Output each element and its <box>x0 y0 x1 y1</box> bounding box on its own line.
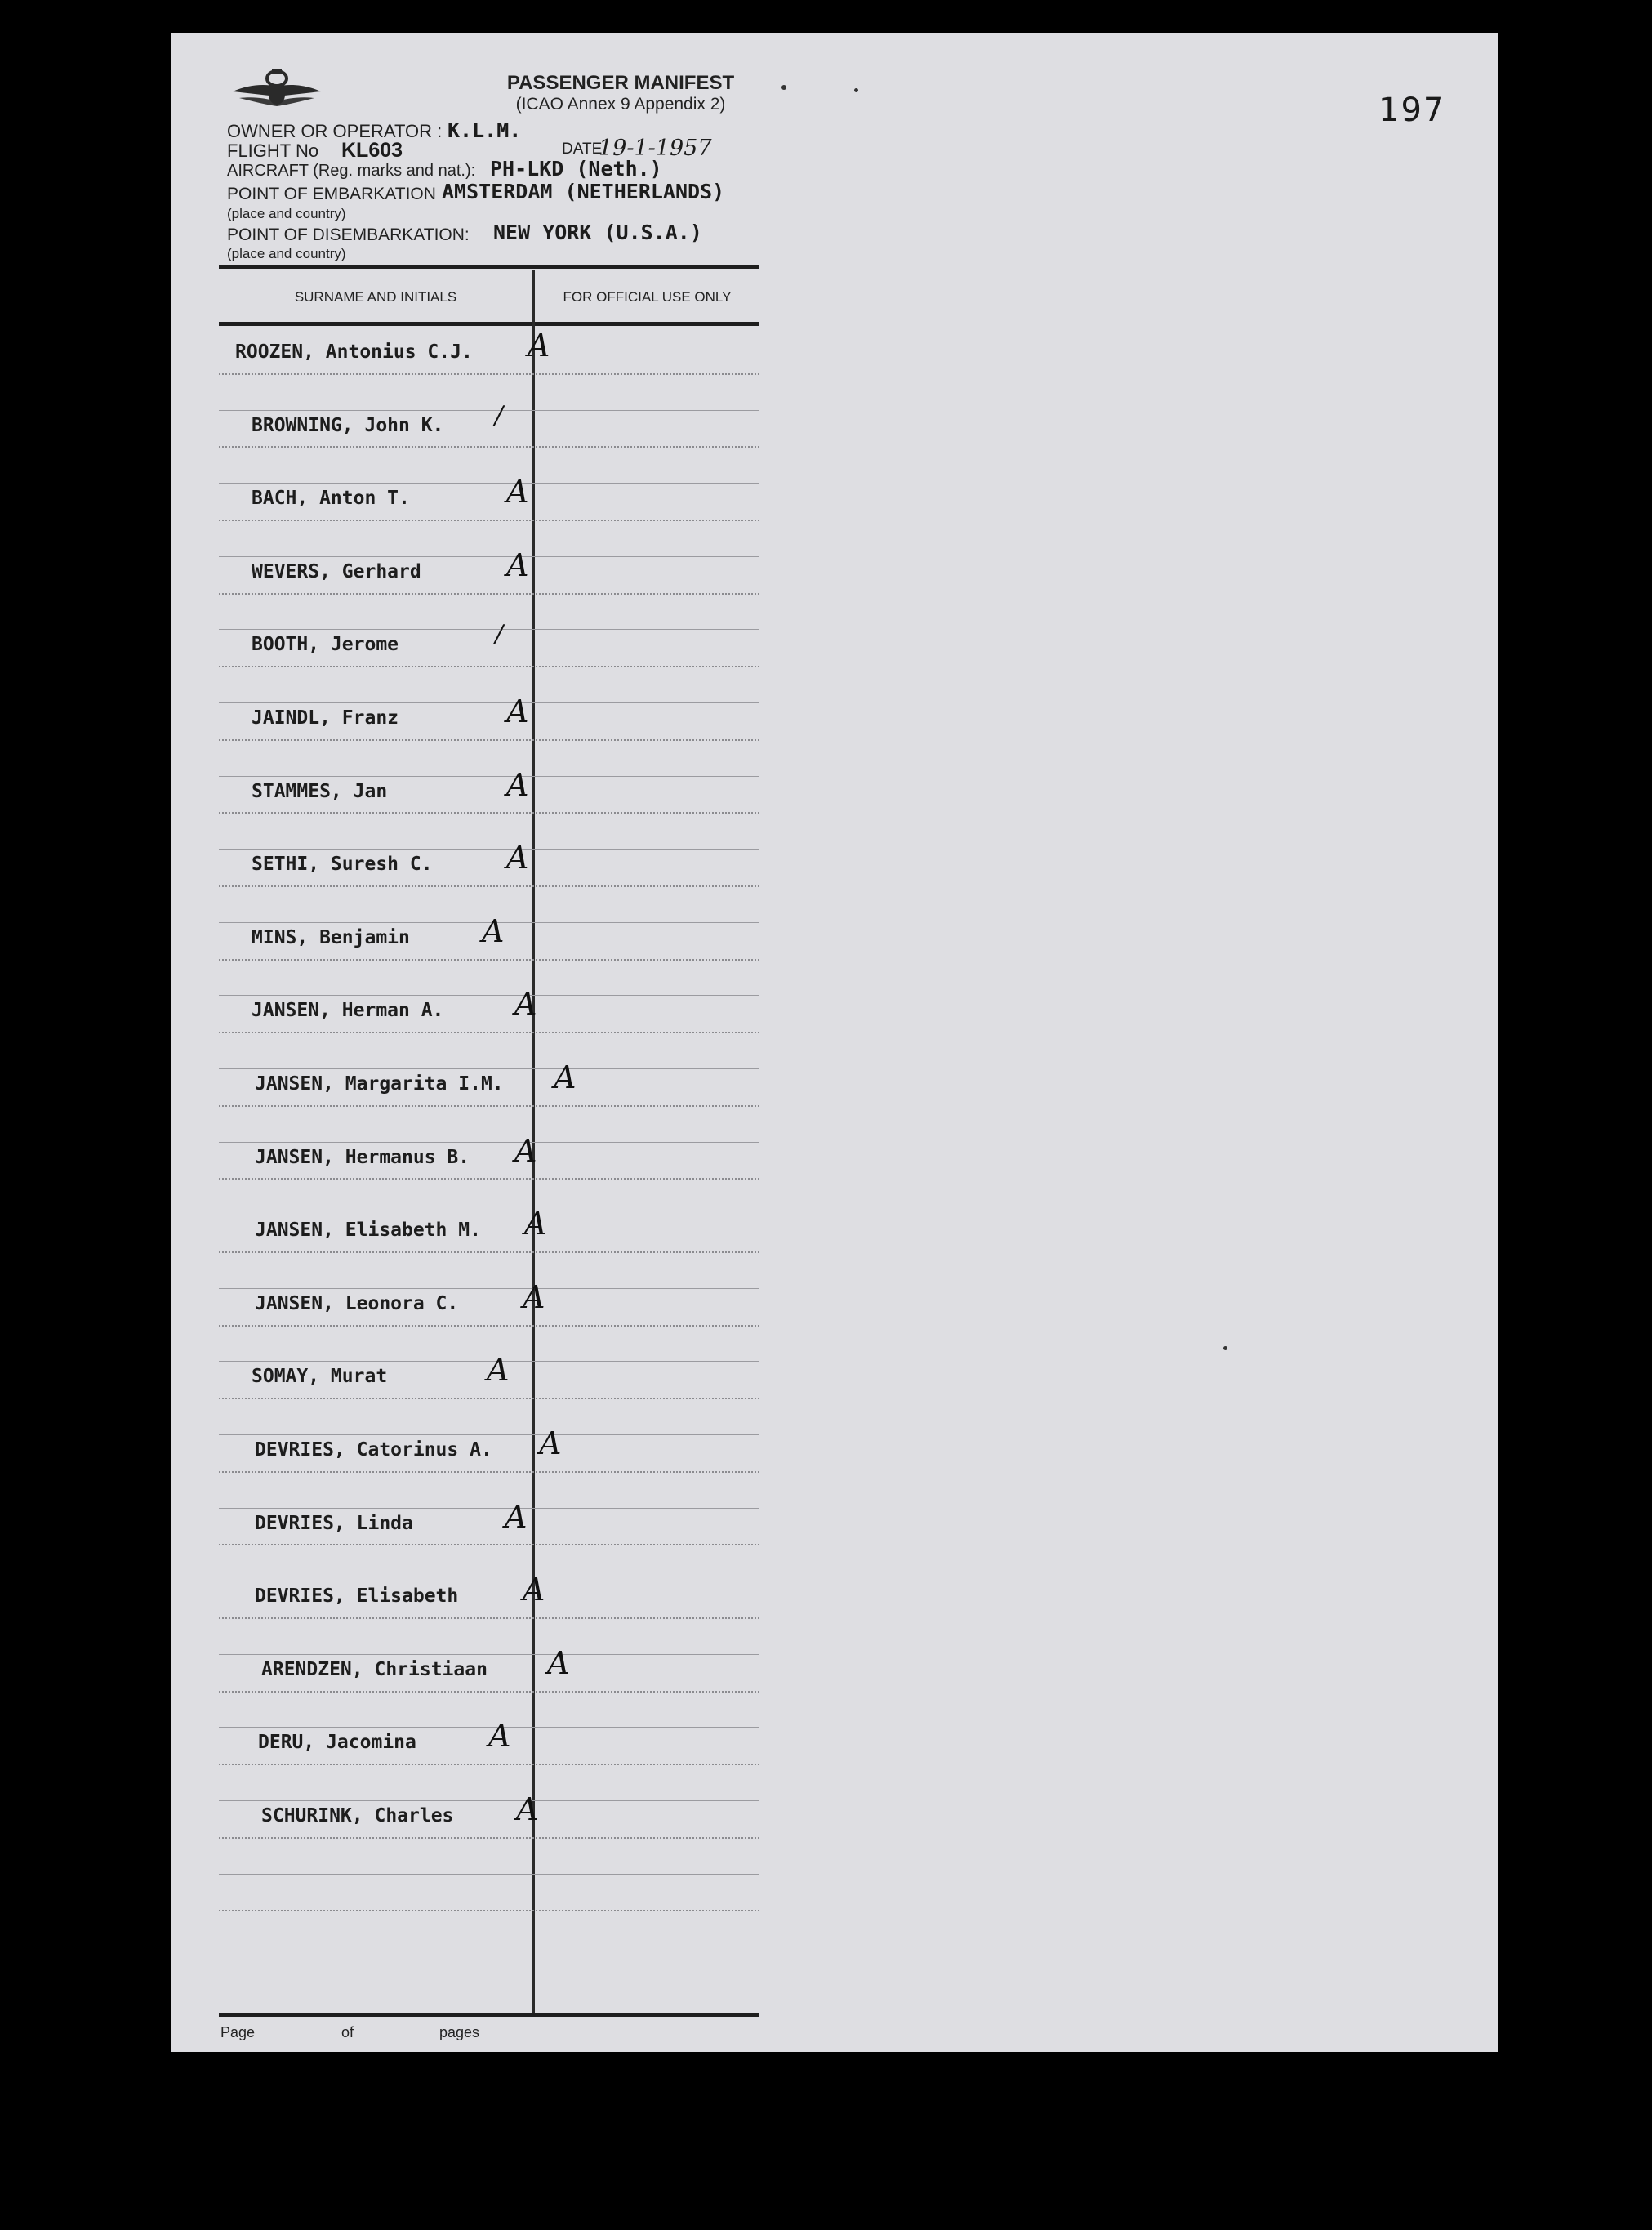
date-value: 19-1-1957 <box>599 136 712 161</box>
ruling-line <box>219 1837 759 1839</box>
manifest-title: PASSENGER MANIFEST <box>506 72 735 94</box>
surname-column-header: SURNAME AND INITIALS <box>294 289 457 305</box>
owner-label: OWNER OR OPERATOR : <box>227 121 443 141</box>
footer-of-label: of <box>341 2024 354 2040</box>
manifest-subtitle: (ICAO Annex 9 Appendix 2) <box>515 95 726 114</box>
ruling-line <box>219 739 759 741</box>
ruling-line <box>219 1800 759 1801</box>
ruling-line <box>219 1874 759 1875</box>
ruling-line <box>219 593 759 595</box>
official-mark: A <box>506 474 529 511</box>
official-mark: A <box>524 1206 547 1242</box>
official-mark: A <box>523 1572 545 1608</box>
ruling-line <box>219 995 759 996</box>
aircraft-label: AIRCRAFT (Reg. marks and nat.): <box>227 162 476 180</box>
disembarkation-label: POINT OF DISEMBARKATION: <box>227 225 470 244</box>
ruling-line <box>219 702 759 703</box>
owner-value: K.L.M. <box>448 118 522 142</box>
ruling-line <box>219 1142 759 1143</box>
official-mark: A <box>514 986 537 1023</box>
ruling-line <box>219 666 759 667</box>
official-mark: A <box>506 840 529 876</box>
passenger-name: BACH, Anton T. <box>252 488 410 510</box>
official-mark: A <box>554 1059 577 1095</box>
ruling-line <box>219 959 759 961</box>
speck <box>1223 1346 1227 1350</box>
ruling-line <box>219 812 759 814</box>
ruling-line <box>219 1105 759 1107</box>
passenger-name: STAMMES, Jan <box>252 780 388 802</box>
passenger-name: ARENDZEN, Christiaan <box>261 1658 488 1680</box>
ruling-line <box>219 1251 759 1253</box>
passenger-name: BROWNING, John K. <box>252 414 444 436</box>
ruling-line <box>219 1654 759 1655</box>
passenger-name: DEVRIES, Linda <box>255 1512 413 1534</box>
passenger-name: JANSEN, Hermanus B. <box>255 1146 470 1168</box>
ruling-line <box>219 1617 759 1619</box>
passenger-name: SETHI, Suresh C. <box>252 854 433 876</box>
passenger-name: DEVRIES, Elisabeth <box>255 1586 459 1608</box>
ruling-line <box>219 446 759 448</box>
flight-label: FLIGHT No <box>227 140 319 161</box>
ruling-line <box>219 1288 759 1289</box>
passenger-name: WEVERS, Gerhard <box>252 560 421 582</box>
official-mark: A <box>506 766 529 803</box>
official-mark: A <box>516 1791 539 1827</box>
date-label: DATE <box>562 140 603 158</box>
embarkation-value: AMSTERDAM (NETHERLANDS) <box>442 180 725 203</box>
passenger-name: JANSEN, Elisabeth M. <box>255 1220 481 1242</box>
passenger-name: JANSEN, Margarita I.M. <box>255 1073 504 1095</box>
official-mark: A <box>514 1132 537 1169</box>
passenger-table <box>219 265 759 2018</box>
ruling-line <box>219 1691 759 1693</box>
ruling-line <box>219 1178 759 1180</box>
official-mark: A <box>547 1644 570 1681</box>
passenger-name: ROOZEN, Antonius C.J. <box>235 341 473 363</box>
ruling-line <box>219 373 759 375</box>
official-mark: A <box>539 1425 562 1461</box>
page-number: 197 <box>1378 91 1446 129</box>
passenger-name: DEVRIES, Catorinus A. <box>255 1439 492 1461</box>
passenger-name: SOMAY, Murat <box>252 1366 388 1388</box>
passenger-name: BOOTH, Jerome <box>252 634 399 656</box>
official-mark: A <box>506 694 529 729</box>
ruling-line <box>219 849 759 850</box>
official-mark: A <box>528 328 550 363</box>
table-top-rule <box>219 265 759 269</box>
official-mark: A <box>482 912 505 949</box>
ruling-line <box>219 1471 759 1473</box>
embarkation-label: POINT OF EMBARKATION <box>227 185 436 203</box>
official-use-column-header: FOR OFFICIAL USE ONLY <box>563 289 732 305</box>
ruling-line <box>219 1508 759 1509</box>
header-rule <box>219 322 759 326</box>
official-mark: / <box>495 620 504 649</box>
ruling-line <box>219 1910 759 1911</box>
ruling-line <box>219 1068 759 1069</box>
klm-logo-icon <box>231 64 323 121</box>
disembarkation-note: (place and country) <box>227 246 346 261</box>
passenger-name: JANSEN, Herman A. <box>252 1000 444 1022</box>
disembarkation-value: NEW YORK (U.S.A.) <box>493 221 702 244</box>
flight-value: KL603 <box>341 139 403 162</box>
ruling-line <box>219 483 759 484</box>
ruling-line <box>219 776 759 777</box>
official-mark: A <box>488 1718 511 1755</box>
ruling-line <box>219 556 759 557</box>
ruling-line <box>219 1434 759 1435</box>
ruling-line <box>219 885 759 887</box>
ruling-line <box>219 1764 759 1765</box>
official-mark: / <box>495 400 504 430</box>
ruling-line <box>219 1398 759 1399</box>
official-mark: A <box>505 1498 528 1535</box>
ruling-line <box>219 629 759 630</box>
passenger-name: MINS, Benjamin <box>252 926 410 948</box>
official-mark: A <box>506 546 529 583</box>
embarkation-note: (place and country) <box>227 206 346 221</box>
footer-pages-label: pages <box>439 2024 480 2040</box>
official-mark: A <box>487 1352 510 1389</box>
speck <box>781 85 786 90</box>
official-mark: A <box>523 1278 545 1315</box>
ruling-line <box>219 520 759 521</box>
passenger-name: JAINDL, Franz <box>252 707 399 729</box>
passenger-name: JANSEN, Leonora C. <box>255 1292 459 1314</box>
ruling-line <box>219 1032 759 1033</box>
footer-page-label: Page <box>220 2024 256 2040</box>
ruling-line <box>219 1544 759 1545</box>
passenger-name: SCHURINK, Charles <box>261 1805 454 1826</box>
ruling-line <box>219 1325 759 1327</box>
passenger-name: DERU, Jacomina <box>258 1732 416 1754</box>
table-bottom-rule <box>219 2013 759 2017</box>
aircraft-value: PH-LKD (Neth.) <box>490 157 662 181</box>
speck <box>854 88 858 92</box>
ruling-line <box>219 410 759 411</box>
